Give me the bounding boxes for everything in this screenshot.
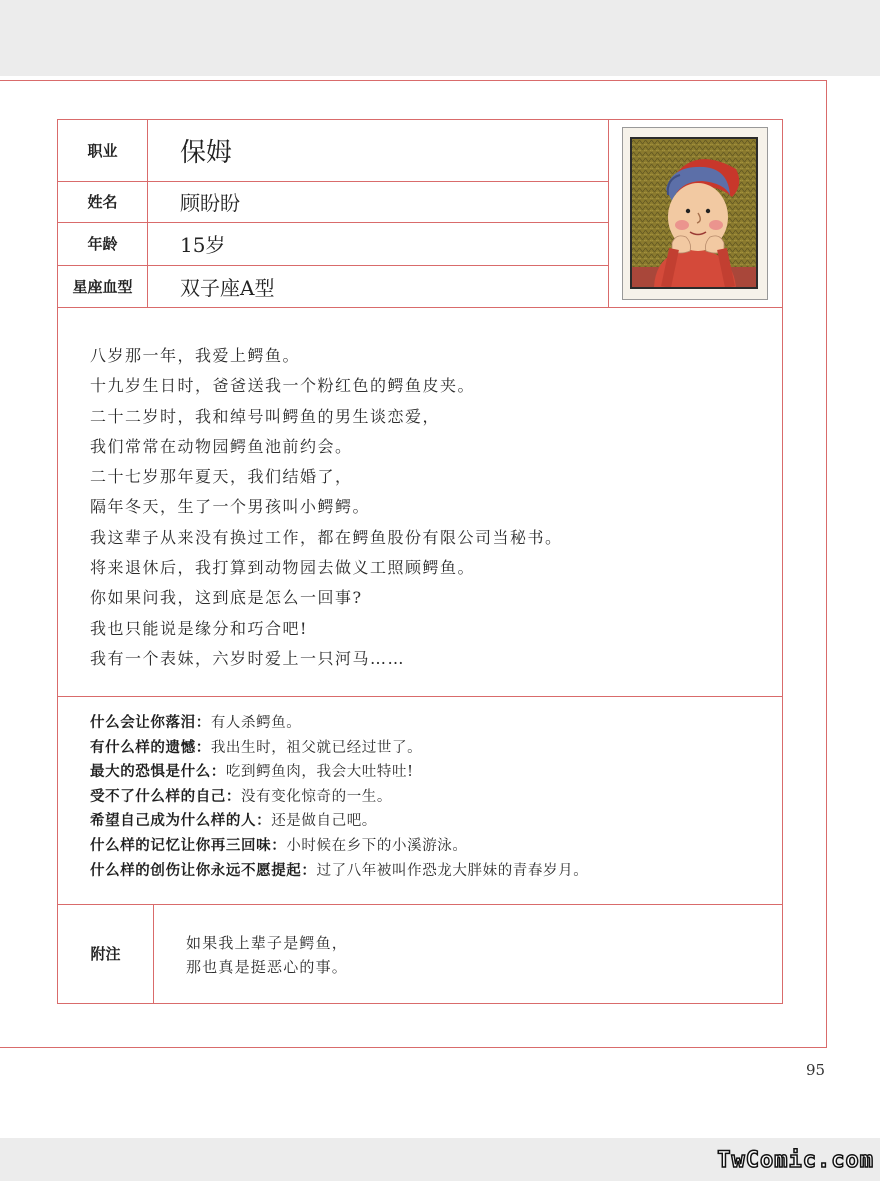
story-line: 我们常常在动物园鳄鱼池前约会。 — [90, 436, 353, 456]
occupation-label: 职业 — [87, 142, 118, 160]
age-value: 15岁 — [180, 233, 226, 257]
qa-answer: 有人杀鳄鱼。 — [210, 715, 302, 731]
story-line: 隔年冬天，生了一个男孩叫小鳄鳄。 — [90, 497, 371, 517]
story-line: 我有一个表妹，六岁时爱上一只河马…… — [90, 648, 406, 668]
label-column-divider — [147, 120, 148, 307]
name-value: 顾盼盼 — [180, 191, 240, 215]
zodiac-value: 双子座A型 — [180, 275, 275, 300]
qa-question: 最大的恐惧是什么： — [90, 764, 226, 781]
story-line: 我这辈子从来没有换过工作，都在鳄鱼股份有限公司当秘书。 — [90, 527, 563, 547]
note-line: 那也真是挺恶心的事。 — [186, 958, 349, 976]
qa-question: 什么样的记忆让你再三回味： — [90, 837, 287, 854]
qa-list — [90, 711, 770, 883]
qa-divider — [58, 904, 782, 905]
story-line: 八岁那一年，我爱上鳄鱼。 — [90, 346, 301, 365]
qa-item — [90, 809, 770, 834]
note-label: 附注 — [90, 945, 121, 963]
note-text — [186, 931, 348, 979]
zodiac-label: 星座血型 — [72, 277, 133, 296]
portrait-illustration — [630, 137, 758, 289]
qa-question: 有什么样的遗憾： — [90, 739, 211, 756]
qa-question: 希望自己成为什么样的人： — [90, 813, 272, 830]
qa-question: 什么样的创伤让你永远不愿提起： — [90, 862, 317, 879]
page-border-top — [0, 80, 826, 81]
qa-question: 什么会让你落泪： — [90, 715, 211, 731]
story-divider — [58, 696, 782, 697]
page-border-right — [826, 80, 827, 1047]
qa-item — [90, 785, 770, 810]
story-line: 我也只能说是缘分和巧合吧! — [90, 618, 308, 638]
note-line: 如果我上辈子是鳄鱼， — [186, 934, 349, 952]
story-line: 二十二岁时，我和绰号叫鳄鱼的男生谈恋爱， — [90, 406, 441, 426]
qa-item — [90, 834, 770, 859]
qa-answer: 小时候在乡下的小溪游泳。 — [286, 837, 468, 854]
story-line: 将来退休后，我打算到动物园去做义工照顾鳄鱼。 — [90, 558, 476, 578]
qa-item — [90, 859, 770, 884]
qa-item — [90, 736, 770, 761]
qa-answer: 吃到鳄鱼肉，我会大吐特吐! — [225, 764, 414, 781]
story-text — [90, 341, 750, 674]
photo-column-divider — [608, 120, 609, 307]
story-line: 二十七岁那年夏天，我们结婚了， — [90, 467, 353, 487]
watermark-logo: TwComic.com — [717, 1148, 874, 1173]
header-divider — [58, 307, 782, 308]
qa-answer: 我出生时，祖父就已经过世了。 — [210, 739, 423, 756]
qa-answer: 还是做自己吧。 — [271, 813, 377, 830]
story-line: 你如果问我，这到底是怎么一回事? — [90, 588, 363, 608]
page-border-bottom — [0, 1047, 827, 1048]
age-label: 年龄 — [87, 235, 118, 253]
qa-answer: 没有变化惊奇的一生。 — [241, 788, 392, 805]
page-number: 95 — [806, 1061, 826, 1079]
name-label: 姓名 — [87, 193, 118, 211]
qa-item — [90, 760, 770, 785]
story-line: 十九岁生日时，爸爸送我一个粉红色的鳄鱼皮夹。 — [90, 376, 476, 396]
occupation-value: 保姆 — [180, 138, 233, 168]
note-column-divider — [153, 904, 154, 1003]
qa-item — [90, 711, 770, 736]
qa-answer: 过了八年被叫作恐龙大胖妹的青春岁月。 — [316, 862, 589, 879]
qa-question: 受不了什么样的自己： — [90, 788, 241, 805]
